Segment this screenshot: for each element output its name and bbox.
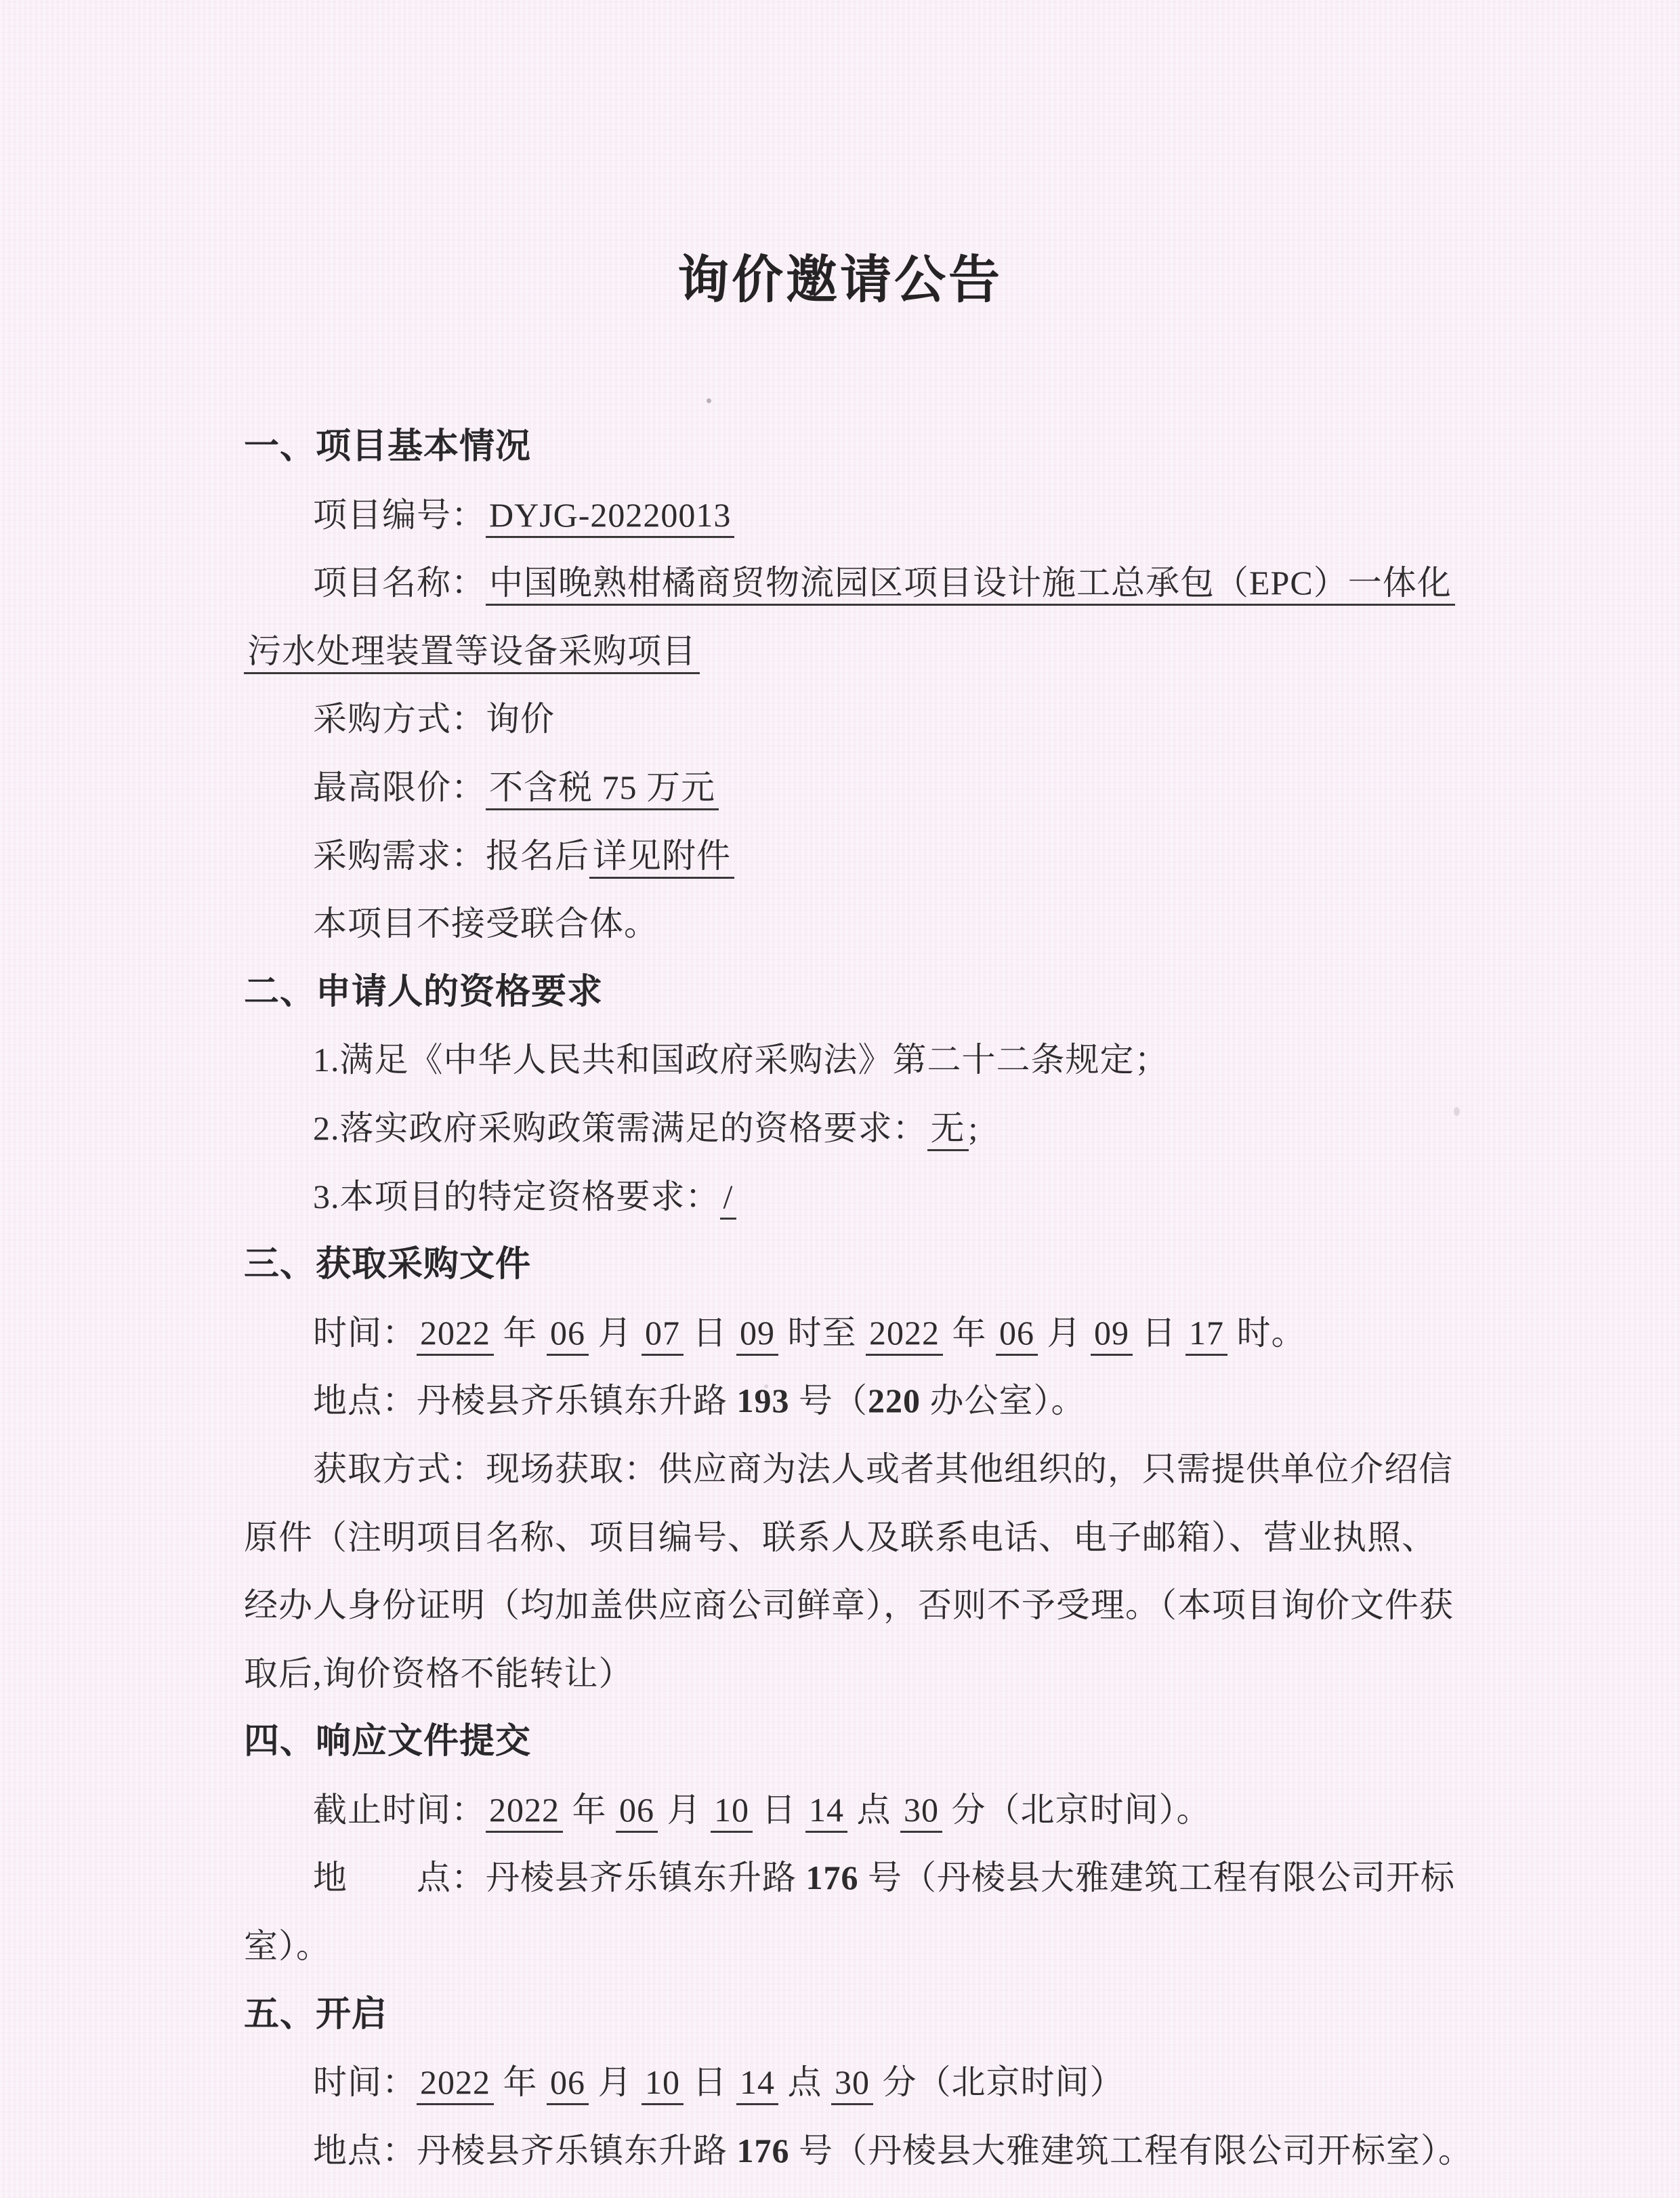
text-segment: 不含税 75 万元: [486, 768, 719, 810]
text-segment: 年: [494, 1313, 547, 1352]
scan-artifact: [1454, 1107, 1460, 1116]
text-segment: 09: [736, 1314, 778, 1356]
text-segment: 本项目不接受联合体。: [313, 905, 658, 943]
obtain-place-line: [244, 1367, 1456, 1435]
text-segment: 时。: [1227, 1313, 1306, 1352]
text-segment: 获取方式：现场获取：供应商为法人或者其他组织的，只需提供单位介绍信: [313, 1449, 1453, 1488]
text-segment: 截止时间：: [313, 1790, 486, 1829]
text-segment: 采购需求：报名后: [313, 836, 589, 875]
obtain-way-line-4: [244, 1640, 1456, 1708]
text-segment: 月: [589, 2063, 642, 2102]
obtain-way-line-1: [244, 1435, 1456, 1504]
qualification-item-3: [244, 1163, 1456, 1231]
submit-deadline-line: [244, 1776, 1456, 1844]
text-segment: 地点：丹棱县齐乐镇东升路: [313, 2131, 737, 2170]
text-segment: 30: [831, 2063, 873, 2105]
scan-artifact: [764, 1384, 768, 1388]
text-segment: 2022: [417, 2063, 494, 2105]
scan-artifact: [707, 398, 711, 403]
text-segment: 06: [996, 1314, 1038, 1356]
text-segment: 2022: [866, 1314, 943, 1356]
text-segment: 地 点：丹棱县齐乐镇东升路: [313, 1859, 806, 1897]
section-5-heading: [244, 1981, 1456, 2049]
text-segment: 地点：丹棱县齐乐镇东升路: [313, 1382, 737, 1420]
obtain-way-line-3: [244, 1571, 1456, 1640]
text-segment: 时间：: [313, 1313, 417, 1352]
text-segment: 项目名称：: [313, 564, 486, 602]
obtain-way-line-2: [244, 1504, 1456, 1572]
project-number-line: [244, 481, 1456, 550]
text-segment: 日: [684, 1313, 736, 1352]
text-segment: 项目编号：: [313, 495, 486, 534]
text-segment: 分（北京时间）: [873, 2063, 1125, 2102]
open-place-line: [244, 2117, 1473, 2185]
text-segment: 详见附件: [589, 837, 734, 879]
text-segment: 17: [1185, 1314, 1227, 1356]
section-1-heading: [244, 413, 1456, 481]
text-segment: 五、开启: [244, 1994, 388, 2034]
text-segment: 日: [1133, 1313, 1185, 1352]
text-segment: 取后,询价资格不能转让）: [244, 1654, 633, 1693]
text-segment: 四、响应文件提交: [244, 1722, 532, 1762]
text-segment: 月: [1038, 1313, 1091, 1352]
procurement-method-line: [244, 685, 1456, 753]
text-segment: 经办人身份证明（均加盖供应商公司鲜章），否则不予受理。（本项目询价文件获: [244, 1586, 1454, 1625]
section-3-heading: [244, 1230, 1456, 1299]
text-segment: 无: [927, 1109, 969, 1151]
text-segment: 时间：: [313, 2063, 417, 2102]
obtain-time-line: [244, 1299, 1456, 1367]
text-segment: 日: [753, 1790, 805, 1829]
text-segment: 污水处理装置等设备采购项目: [244, 632, 700, 674]
text-segment: 2.落实政府采购政策需满足的资格要求：: [313, 1108, 927, 1147]
text-segment: 1.满足《中华人民共和国政府采购法》第二十二条规定；: [313, 1041, 1169, 1079]
text-segment: 14: [736, 2063, 778, 2105]
text-segment: /: [720, 1178, 737, 1220]
text-segment: 06: [547, 1314, 589, 1356]
text-segment: 3.本项目的特定资格要求：: [313, 1177, 720, 1216]
procurement-demand-line: [244, 822, 1456, 890]
text-segment: ;: [968, 1108, 979, 1147]
text-segment: 07: [642, 1314, 684, 1356]
text-segment: 193: [736, 1382, 790, 1420]
qualification-item-1: [244, 1026, 1456, 1094]
text-segment: 09: [1091, 1314, 1133, 1356]
project-name-line-1: [244, 549, 1456, 617]
text-segment: 10: [642, 2063, 684, 2105]
text-segment: 220: [868, 1382, 921, 1420]
text-segment: 最高限价：: [313, 768, 486, 806]
text-segment: DYJG-20220013: [486, 496, 734, 538]
text-segment: 中国晚熟柑橘商贸物流园区项目设计施工总承包（EPC）一体化: [486, 564, 1455, 606]
text-segment: 10: [711, 1791, 753, 1833]
text-segment: 日: [684, 2063, 736, 2102]
text-segment: 年: [943, 1313, 996, 1352]
text-segment: 办公室）。: [921, 1382, 1086, 1420]
text-segment: 14: [805, 1791, 847, 1833]
qualification-item-2: [244, 1094, 1456, 1163]
open-time-line: [244, 2048, 1456, 2117]
project-name-line-2: [244, 617, 1456, 686]
text-segment: 号（: [789, 1382, 868, 1420]
text-segment: 年: [563, 1790, 616, 1829]
text-segment: 分（北京时间）。: [942, 1790, 1211, 1829]
text-segment: 一、项目基本情况: [244, 427, 532, 466]
text-segment: 06: [547, 2063, 589, 2105]
text-segment: 采购方式：询价: [313, 700, 555, 739]
section-4-heading: [244, 1707, 1456, 1776]
text-segment: 号（丹棱县大雅建筑工程有限公司开标室）。: [789, 2131, 1473, 2170]
text-segment: 号（丹棱县大雅建筑工程有限公司开标: [858, 1859, 1455, 1897]
text-segment: 室）。: [244, 1927, 331, 1966]
submit-place-line-1: [244, 1844, 1456, 1912]
text-segment: 06: [616, 1791, 658, 1833]
section-2-heading: [244, 958, 1456, 1027]
text-segment: 原件（注明项目名称、项目编号、联系人及联系电话、电子邮箱）、营业执照、: [244, 1518, 1436, 1556]
text-segment: 三、获取采购文件: [244, 1245, 532, 1285]
text-segment: 30: [900, 1791, 942, 1833]
text-segment: 2022: [417, 1314, 494, 1356]
text-segment: 二、申请人的资格要求: [244, 972, 604, 1012]
text-segment: 176: [805, 1859, 859, 1897]
text-segment: 点: [778, 2063, 831, 2102]
text-segment: 点: [847, 1790, 900, 1829]
document-body: [244, 413, 1473, 2184]
max-price-line: [244, 753, 1456, 822]
text-segment: 月: [589, 1313, 642, 1352]
text-segment: 年: [494, 2063, 547, 2102]
text-segment: 时至: [778, 1313, 866, 1352]
no-consortium-line: [244, 890, 1456, 958]
text-segment: 176: [736, 2131, 790, 2170]
document-title: 询价邀请公告: [677, 252, 1003, 309]
text-segment: 月: [658, 1790, 711, 1829]
text-segment: 2022: [486, 1791, 563, 1833]
submit-place-line-2: [244, 1912, 1456, 1981]
